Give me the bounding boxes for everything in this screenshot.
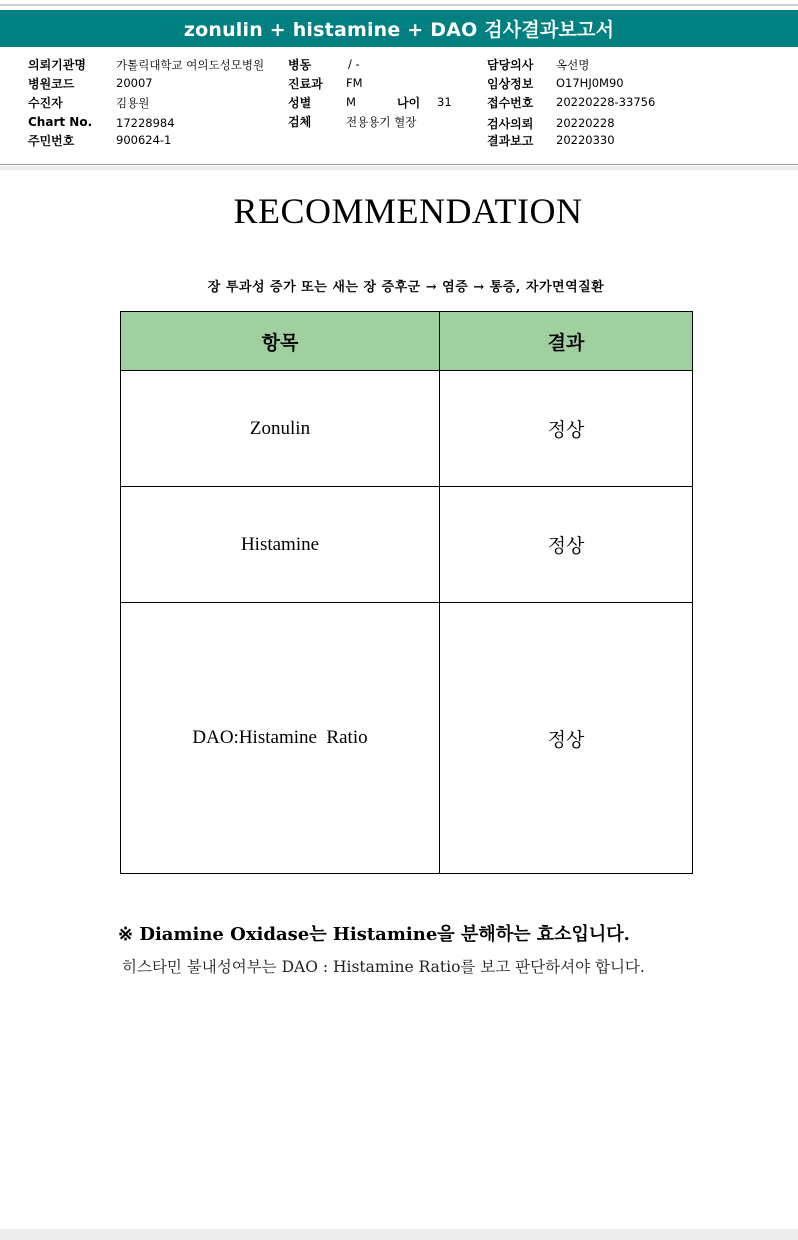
ward-value: / - [348, 57, 360, 71]
report-title: zonulin + histamine + DAO 검사결과보고서 [0, 10, 798, 47]
resident-no-label: 주민번호 [28, 134, 75, 148]
result-cell: 정상 [440, 487, 693, 603]
ward-label: 병동 [288, 58, 312, 72]
top-divider [0, 4, 798, 6]
institution-label: 의뢰기관명 [28, 58, 86, 72]
patient-info-block [0, 52, 798, 162]
request-date-label: 검사의뢰 [487, 117, 534, 131]
sex-value: M [346, 95, 356, 109]
header-divider [0, 164, 798, 165]
institution-value: 가톨릭대학교 여의도성모병원 [116, 58, 265, 72]
hospital-code-label: 병원코드 [28, 77, 75, 91]
patient-name-value: 김용원 [116, 96, 150, 110]
sex-label: 성별 [288, 96, 312, 110]
note-text: 히스타민 불내성여부는 DAO : Histamine Ratio를 보고 판단하셔야 합니다. [122, 958, 645, 976]
age-label: 나이 [397, 96, 421, 110]
recommendation-title: RECOMMENDATION [233, 191, 583, 231]
hospital-code-value: 20007 [116, 76, 153, 90]
department-label: 진료과 [288, 77, 323, 91]
doctor-label: 담당의사 [487, 58, 534, 72]
recommendation-subtitle: 장 투과성 증가 또는 새는 장 증후군 → 염증 → 통증, 자가면역질환 [207, 280, 605, 295]
clinical-info-value: O17HJ0M90 [556, 76, 624, 90]
doctor-value: 옥선명 [556, 58, 590, 72]
receipt-no-value: 20220228-33756 [556, 95, 656, 109]
column-header-result: 결과 [440, 312, 693, 371]
table-row [121, 371, 693, 487]
department-value: FM [346, 76, 363, 90]
result-cell: 정상 [440, 371, 693, 487]
chart-no-value: 17228984 [116, 116, 175, 130]
patient-name-label: 수진자 [28, 96, 63, 110]
request-date-value: 20220228 [556, 116, 615, 130]
table-row [121, 603, 693, 874]
age-value: 31 [437, 95, 452, 109]
item-cell: Histamine [121, 487, 440, 603]
item-cell: DAO:Histamine Ratio [121, 603, 440, 874]
clinical-info-label: 임상정보 [487, 77, 534, 91]
resident-no-value: 900624-1 [116, 133, 172, 147]
report-date-value: 20220330 [556, 133, 615, 147]
receipt-no-label: 접수번호 [487, 96, 534, 110]
chart-no-label: Chart No. [28, 115, 93, 129]
item-cell: Zonulin [121, 371, 440, 487]
results-table [120, 311, 693, 874]
specimen-label: 검체 [288, 115, 312, 129]
column-header-item: 항목 [121, 312, 440, 371]
header-shadow [0, 166, 798, 170]
table-row [121, 487, 693, 603]
result-cell: 정상 [440, 603, 693, 874]
page-bottom-band [0, 1229, 798, 1240]
specimen-value: 전용용기 혈장 [346, 115, 417, 129]
note-heading: ※ Diamine Oxidase는 Histamine을 분해하는 효소입니다. [118, 924, 630, 945]
table-header-row [121, 312, 693, 371]
report-date-label: 결과보고 [487, 134, 534, 148]
